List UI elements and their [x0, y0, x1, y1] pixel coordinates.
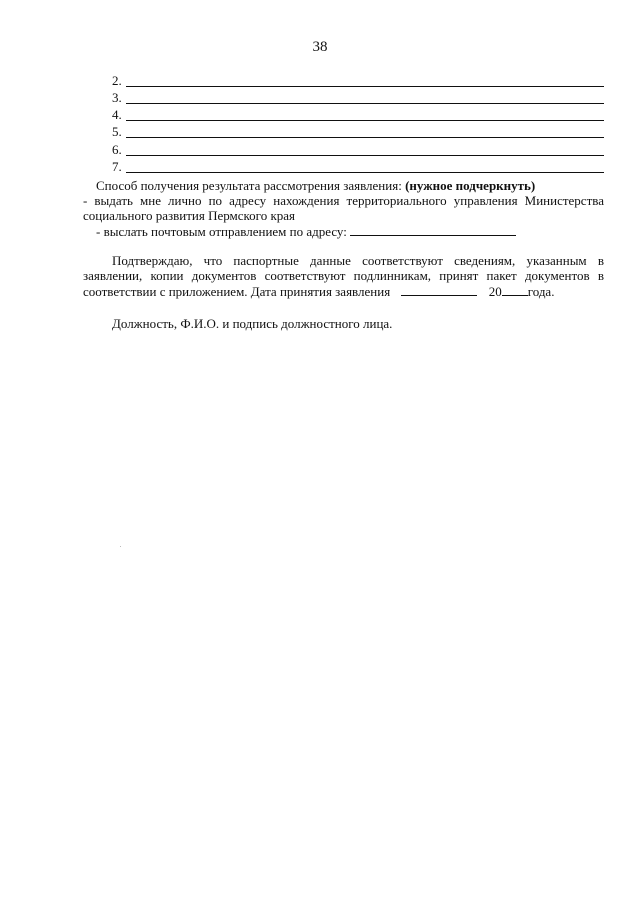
- confirmation-line-1: Подтверждаю, что паспортные данные соответствуют сведениям, указанным в: [112, 253, 604, 268]
- delivery-heading-text: Способ получения результата рассмотрения заявления:: [96, 178, 406, 193]
- numbered-line-2: [112, 73, 604, 89]
- blank-line[interactable]: [126, 103, 604, 104]
- line-number: 4.: [112, 107, 122, 122]
- signature-label: Должность, Ф.И.О. и подпись должностного лица.: [112, 316, 393, 331]
- numbered-line-4: [112, 107, 604, 123]
- delivery-option-mail[interactable]: [96, 224, 516, 240]
- page-number: 38: [312, 39, 328, 55]
- year-blank[interactable]: [502, 284, 528, 296]
- line-number: 5.: [112, 124, 122, 139]
- blank-line[interactable]: [126, 137, 604, 138]
- year-prefix: 20: [488, 284, 502, 299]
- line-number: 7.: [112, 159, 122, 174]
- blank-line[interactable]: [126, 172, 604, 173]
- year-suffix: года.: [527, 284, 555, 299]
- acceptance-date-blank[interactable]: [401, 284, 477, 296]
- scan-speck: [120, 546, 121, 547]
- numbered-line-5: [112, 124, 604, 140]
- delivery-heading: [96, 178, 535, 194]
- blank-line[interactable]: [126, 120, 604, 121]
- delivery-heading-note: (нужное подчеркнуть): [405, 178, 536, 193]
- line-number: 6.: [112, 142, 122, 157]
- confirmation-line-3: [83, 284, 554, 300]
- acceptance-date-label: соответствии с приложением. Дата принятия заявления: [83, 284, 391, 299]
- numbered-line-3: [112, 90, 604, 106]
- blank-line[interactable]: [126, 155, 604, 156]
- confirmation-line-2: заявлении, копии документов соответствуют подлинникам, принят пакет документов в: [83, 268, 604, 283]
- delivery-option-mail-text: - выслать почтовым отправлением по адресу:: [96, 224, 351, 239]
- numbered-line-6: [112, 142, 604, 158]
- delivery-option-personal[interactable]: - выдать мне лично по адресу нахождения территориального управления Министерства: [83, 193, 604, 208]
- line-number: 2.: [112, 73, 122, 88]
- delivery-option-personal-cont: социального развития Пермского края: [83, 208, 296, 223]
- numbered-line-7: [112, 159, 604, 175]
- address-blank[interactable]: [350, 224, 516, 236]
- line-number: 3.: [112, 90, 122, 105]
- blank-line[interactable]: [126, 86, 604, 87]
